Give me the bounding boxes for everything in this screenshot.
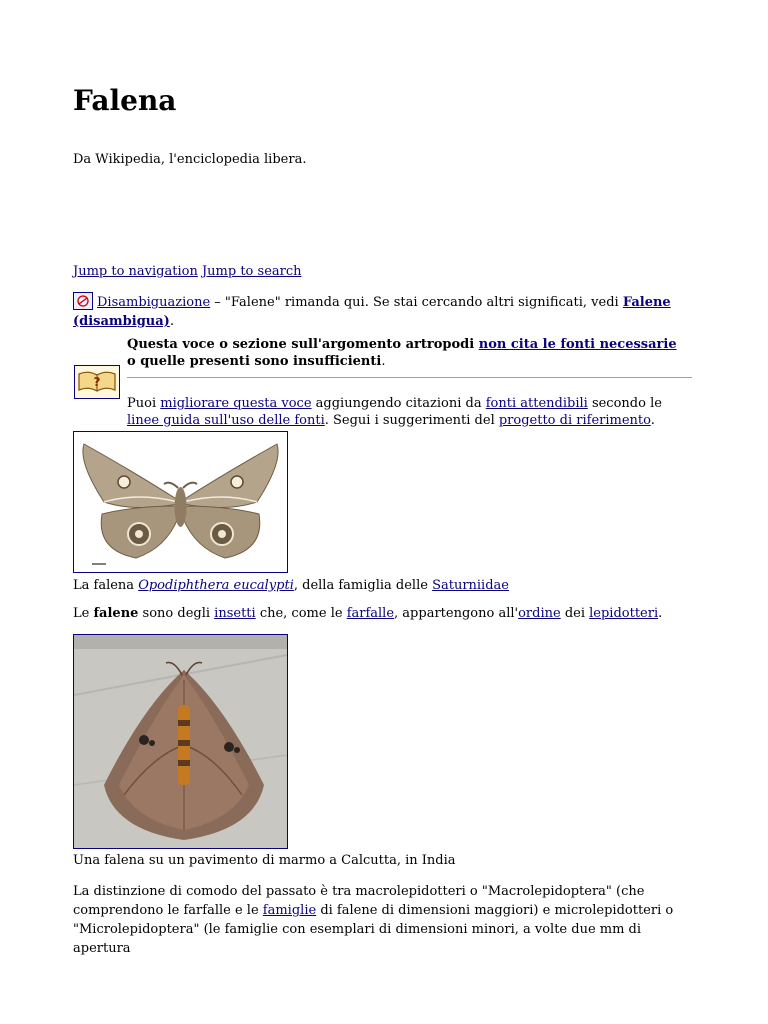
notice-body: Puoi migliorare questa voce aggiungendo citazioni da fonti attendibili secondo le linee guida sull'uso delle fonti. Segui i suggerimenti del progetto di riferimento. — [127, 396, 662, 428]
figure-caption-1: La falena Opodiphthera eucalypti, della famiglia delle Saturniidae — [73, 578, 509, 593]
jump-to-navigation-link[interactable]: Jump to navigation — [73, 264, 198, 279]
farfalle-link[interactable]: farfalle — [346, 606, 395, 621]
linee-guida-link[interactable]: linee guida sull'uso delle fonti — [127, 413, 325, 428]
non-cita-fonti-link[interactable]: non cita le fonti necessarie — [478, 337, 677, 352]
paragraph-distinction: La distinzione di comodo del passato è tra macrolepidotteri o "Macrolepidoptera" (che comprendono le farfalle e le famiglie di falene di dimensioni maggiori) e microlepidotteri o "Microlepidoptera" (le famiglie con esemplari di dimensioni minori, a volte due mm di apertura — [73, 884, 674, 956]
progetto-riferimento-link[interactable]: progetto di riferimento — [498, 413, 651, 428]
notice-divider — [127, 377, 692, 378]
disambiguation-link[interactable]: Disambiguazione — [97, 295, 211, 310]
opodiphthera-link[interactable]: Opodiphthera eucalypti — [138, 578, 294, 593]
falene-disambigua-link[interactable]: Falene (disambigua) — [73, 295, 671, 329]
paragraph-intro: Le falene sono degli insetti che, come le farfalle, appartengono all'ordine dei lepidotteri. — [73, 606, 663, 621]
page-subtitle: Da Wikipedia, l'enciclopedia libera. — [73, 152, 307, 167]
lepidotteri-link[interactable]: lepidotteri — [589, 606, 659, 621]
saturniidae-link[interactable]: Saturniidae — [432, 578, 509, 593]
page-title: Falena — [73, 84, 177, 117]
ordine-link[interactable]: ordine — [518, 606, 561, 621]
insetti-link[interactable]: insetti — [214, 606, 256, 621]
notice-heading: Questa voce o sezione sull'argomento artropodi non cita le fonti necessarie o quelle presenti sono insufficienti. — [127, 337, 677, 369]
disambiguation-notice: Disambiguazione – "Falene" rimanda qui. Se stai cercando altri significati, vedi Falene (disambigua). — [73, 292, 673, 331]
migliorare-voce-link[interactable]: migliorare questa voce — [160, 396, 312, 411]
disambiguation-text: – "Falene" rimanda qui. Se stai cercando altri significati, vedi — [210, 295, 623, 310]
famiglie-link[interactable]: famiglie — [262, 903, 317, 918]
disambiguation-icon[interactable] — [73, 292, 93, 310]
figure-caption-2: Una falena su un pavimento di marmo a Calcutta, in India — [73, 853, 456, 868]
jump-links — [73, 264, 302, 279]
svg-text:?: ? — [93, 375, 101, 389]
jump-to-search-link[interactable]: Jump to search — [201, 264, 302, 279]
fonti-attendibili-link[interactable]: fonti attendibili — [485, 396, 588, 411]
moth-image-opodiphthera[interactable] — [73, 431, 288, 573]
moth-image-calcutta[interactable] — [73, 634, 288, 849]
book-question-icon — [74, 365, 120, 399]
